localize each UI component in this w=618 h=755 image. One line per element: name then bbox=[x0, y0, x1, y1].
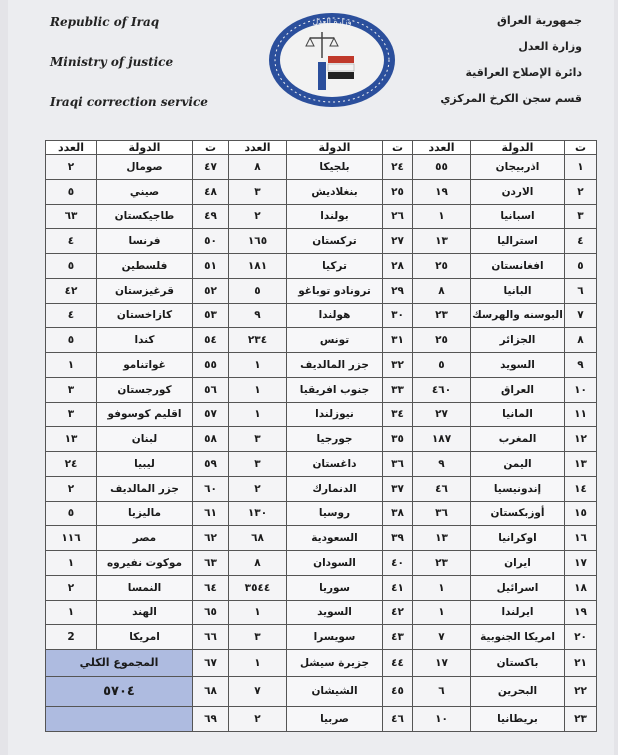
country-name: نيوزلندا bbox=[287, 402, 383, 427]
row-number: ٢٨ bbox=[383, 254, 413, 279]
row-number: ٩ bbox=[565, 353, 597, 378]
row-number: ٤٣ bbox=[383, 625, 413, 650]
row-number: ٦٧ bbox=[193, 650, 229, 677]
country-name: صربيا bbox=[287, 707, 383, 732]
country-name: البحرين bbox=[471, 676, 565, 706]
count-value: ٢ bbox=[46, 575, 97, 600]
row-number: ١٩ bbox=[565, 600, 597, 625]
country-name: بولندا bbox=[287, 204, 383, 229]
country-name: جزر المالديف bbox=[287, 353, 383, 378]
country-name: بلجيكا bbox=[287, 155, 383, 180]
country-name: تونس bbox=[287, 328, 383, 353]
row-number: ٦٦ bbox=[193, 625, 229, 650]
row-number: ٥٤ bbox=[193, 328, 229, 353]
count-value: ٧ bbox=[229, 676, 287, 706]
country-name: المغرب bbox=[471, 427, 565, 452]
table-row bbox=[46, 402, 597, 427]
row-number: ٢٧ bbox=[383, 229, 413, 254]
table-row bbox=[46, 650, 597, 677]
country-name: تركستان bbox=[287, 229, 383, 254]
row-number: ٣٨ bbox=[383, 501, 413, 526]
country-name: اسرائيل bbox=[471, 575, 565, 600]
table-row bbox=[46, 303, 597, 328]
ministry-seal-icon bbox=[266, 10, 398, 110]
row-number: ٣٥ bbox=[383, 427, 413, 452]
row-number: ٣٢ bbox=[383, 353, 413, 378]
count-value: ١٨٧ bbox=[413, 427, 471, 452]
count-value: ٦٨ bbox=[229, 526, 287, 551]
table-header-row bbox=[46, 141, 597, 155]
row-number: ٦٨ bbox=[193, 676, 229, 706]
count-value: ٦ bbox=[413, 676, 471, 706]
header-count: العدد bbox=[46, 141, 97, 155]
count-value: ٣٥٤٤ bbox=[229, 575, 287, 600]
row-number: ٤١ bbox=[383, 575, 413, 600]
table-row bbox=[46, 676, 597, 706]
country-name: لبنان bbox=[97, 427, 193, 452]
row-number: ٦٠ bbox=[193, 476, 229, 501]
count-value: ٣ bbox=[46, 402, 97, 427]
table-row bbox=[46, 204, 597, 229]
count-value: ١ bbox=[413, 600, 471, 625]
row-number: ٣٤ bbox=[383, 402, 413, 427]
header-no: ت bbox=[383, 141, 413, 155]
country-name: الدنمارك bbox=[287, 476, 383, 501]
row-number: ٢٩ bbox=[383, 278, 413, 303]
country-name: موكوت نفيروه bbox=[97, 551, 193, 576]
count-value: ١٠ bbox=[413, 707, 471, 732]
header-right bbox=[402, 8, 582, 112]
header-count: العدد bbox=[229, 141, 287, 155]
row-number: ٢٥ bbox=[383, 179, 413, 204]
row-number: ٢٦ bbox=[383, 204, 413, 229]
table-row bbox=[46, 501, 597, 526]
country-name: سويسرا bbox=[287, 625, 383, 650]
row-number: ٢١ bbox=[565, 650, 597, 677]
country-name: داغستان bbox=[287, 452, 383, 477]
country-name: اذربيجان bbox=[471, 155, 565, 180]
count-value: ٣٦ bbox=[413, 501, 471, 526]
row-number: ٥٧ bbox=[193, 402, 229, 427]
country-name: كندا bbox=[97, 328, 193, 353]
count-value: ١٣ bbox=[413, 229, 471, 254]
row-number: ١٥ bbox=[565, 501, 597, 526]
count-value: ٢٣ bbox=[413, 303, 471, 328]
row-number: ٢٠ bbox=[565, 625, 597, 650]
count-value: ٢٣ bbox=[413, 551, 471, 576]
table-row bbox=[46, 707, 597, 732]
row-number: ١٦ bbox=[565, 526, 597, 551]
count-value: ٦٣ bbox=[46, 204, 97, 229]
row-number: ٢ bbox=[565, 179, 597, 204]
country-name: سوريا bbox=[287, 575, 383, 600]
country-name: امريكا bbox=[97, 625, 193, 650]
header-count: العدد bbox=[413, 141, 471, 155]
row-number: ١٣ bbox=[565, 452, 597, 477]
country-name: فلسطين bbox=[97, 254, 193, 279]
count-value: ٢٣٤ bbox=[229, 328, 287, 353]
country-name: الهند bbox=[97, 600, 193, 625]
count-value: ١٣ bbox=[46, 427, 97, 452]
row-number: ٥٢ bbox=[193, 278, 229, 303]
row-number: ٥٦ bbox=[193, 377, 229, 402]
row-number: ٦٢ bbox=[193, 526, 229, 551]
country-name: طاجيكستان bbox=[97, 204, 193, 229]
total-label: المجموع الكلي bbox=[46, 650, 193, 677]
count-value: ٨ bbox=[413, 278, 471, 303]
country-name: إندونيسيا bbox=[471, 476, 565, 501]
header-no: ت bbox=[565, 141, 597, 155]
count-value: ٥ bbox=[46, 179, 97, 204]
count-value: ٥٥ bbox=[413, 155, 471, 180]
header-country: الدولة bbox=[471, 141, 565, 155]
count-value: ٤٦٠ bbox=[413, 377, 471, 402]
header-right-line-2: وزارة العدل bbox=[518, 40, 582, 53]
seal-text: وزارة العدل bbox=[312, 17, 352, 26]
table-row bbox=[46, 625, 597, 650]
count-value: ٤ bbox=[46, 303, 97, 328]
countries-table bbox=[45, 140, 597, 732]
table-row bbox=[46, 600, 597, 625]
row-number: ٨ bbox=[565, 328, 597, 353]
table-row bbox=[46, 353, 597, 378]
country-name: أوزبكستان bbox=[471, 501, 565, 526]
country-name: البانيا bbox=[471, 278, 565, 303]
country-name: اسبانيا bbox=[471, 204, 565, 229]
row-number: ١ bbox=[565, 155, 597, 180]
table-row bbox=[46, 229, 597, 254]
row-number: ٤ bbox=[565, 229, 597, 254]
country-name: جورجيا bbox=[287, 427, 383, 452]
table-row bbox=[46, 476, 597, 501]
country-name: تركيا bbox=[287, 254, 383, 279]
header-right-line-3: دائرة الإصلاح العراقية bbox=[465, 66, 582, 79]
count-value: ٥ bbox=[46, 501, 97, 526]
table-row bbox=[46, 427, 597, 452]
country-name: استراليا bbox=[471, 229, 565, 254]
row-number: ٤٨ bbox=[193, 179, 229, 204]
country-name: اقليم كوسوفو bbox=[97, 402, 193, 427]
row-number: ٤٩ bbox=[193, 204, 229, 229]
table-row bbox=[46, 551, 597, 576]
count-value: ١ bbox=[229, 600, 287, 625]
row-number: ٥٩ bbox=[193, 452, 229, 477]
country-name: ماليزيا bbox=[97, 501, 193, 526]
table-row bbox=[46, 155, 597, 180]
count-value: ١٣٠ bbox=[229, 501, 287, 526]
count-value: ٨ bbox=[229, 551, 287, 576]
country-name: ايرلندا bbox=[471, 600, 565, 625]
row-number: ٢٢ bbox=[565, 676, 597, 706]
country-name: كازاخستان bbox=[97, 303, 193, 328]
header-right-line-4: قسم سجن الكرخ المركزي bbox=[440, 92, 582, 105]
row-number: ٥٨ bbox=[193, 427, 229, 452]
count-value: ٢٥ bbox=[413, 254, 471, 279]
row-number: ٢٤ bbox=[383, 155, 413, 180]
count-value: ٣ bbox=[229, 427, 287, 452]
count-value: ٢ bbox=[46, 155, 97, 180]
country-name: صيني bbox=[97, 179, 193, 204]
row-number: ١٨ bbox=[565, 575, 597, 600]
table-row bbox=[46, 575, 597, 600]
row-number: ٤٢ bbox=[383, 600, 413, 625]
row-number: ١٧ bbox=[565, 551, 597, 576]
row-number: ٣١ bbox=[383, 328, 413, 353]
country-name: اليمن bbox=[471, 452, 565, 477]
row-number: ١٠ bbox=[565, 377, 597, 402]
document-page bbox=[8, 0, 614, 755]
count-value: ١ bbox=[229, 650, 287, 677]
header-no: ت bbox=[193, 141, 229, 155]
country-name: روسيا bbox=[287, 501, 383, 526]
row-number: ٦٣ bbox=[193, 551, 229, 576]
count-value: ١٩ bbox=[413, 179, 471, 204]
count-value: ١ bbox=[413, 204, 471, 229]
total-value: ٥٧٠٤ bbox=[46, 676, 193, 706]
row-number: ٣٣ bbox=[383, 377, 413, 402]
country-name: بنغلاديش bbox=[287, 179, 383, 204]
country-name: كورجستان bbox=[97, 377, 193, 402]
count-value: ٥ bbox=[229, 278, 287, 303]
count-value: ٩ bbox=[413, 452, 471, 477]
total-filler bbox=[46, 707, 193, 732]
count-value: ٢ bbox=[46, 476, 97, 501]
row-number: ٣٧ bbox=[383, 476, 413, 501]
header-country: الدولة bbox=[287, 141, 383, 155]
country-name: ترونادو توباغو bbox=[287, 278, 383, 303]
count-value: ١٨١ bbox=[229, 254, 287, 279]
count-value: ١ bbox=[46, 353, 97, 378]
row-number: ٦٩ bbox=[193, 707, 229, 732]
count-value: ٤٢ bbox=[46, 278, 97, 303]
count-value: ١٦٥ bbox=[229, 229, 287, 254]
country-name: العراق bbox=[471, 377, 565, 402]
count-value: ٢٥ bbox=[413, 328, 471, 353]
country-name: قرغيزستان bbox=[97, 278, 193, 303]
row-number: ٢٣ bbox=[565, 707, 597, 732]
row-number: ٣٩ bbox=[383, 526, 413, 551]
country-name: امريكا الجنوبية bbox=[471, 625, 565, 650]
count-value: ١ bbox=[229, 377, 287, 402]
country-name: غواتنامو bbox=[97, 353, 193, 378]
count-value: ١١٦ bbox=[46, 526, 97, 551]
row-number: ٦ bbox=[565, 278, 597, 303]
country-name: فرنسا bbox=[97, 229, 193, 254]
row-number: ٤٠ bbox=[383, 551, 413, 576]
count-value: ٣ bbox=[46, 377, 97, 402]
row-number: ٣٠ bbox=[383, 303, 413, 328]
header-left-line-1: Republic of Iraq bbox=[50, 15, 160, 29]
table-row bbox=[46, 179, 597, 204]
row-number: ٤٥ bbox=[383, 676, 413, 706]
count-value: ٥ bbox=[46, 328, 97, 353]
row-number: ١٤ bbox=[565, 476, 597, 501]
count-value: ١ bbox=[229, 402, 287, 427]
count-value: ١ bbox=[46, 551, 97, 576]
row-number: ٤٤ bbox=[383, 650, 413, 677]
country-name: السعودية bbox=[287, 526, 383, 551]
row-number: ٦٥ bbox=[193, 600, 229, 625]
country-name: الجزائر bbox=[471, 328, 565, 353]
country-name: السودان bbox=[287, 551, 383, 576]
row-number: ٧ bbox=[565, 303, 597, 328]
count-value: ٤ bbox=[46, 229, 97, 254]
country-name: جزيرة سيشل bbox=[287, 650, 383, 677]
row-number: ٤٦ bbox=[383, 707, 413, 732]
table-body bbox=[46, 155, 597, 732]
row-number: ٦١ bbox=[193, 501, 229, 526]
country-name: السويد bbox=[471, 353, 565, 378]
country-name: مصر bbox=[97, 526, 193, 551]
count-value: ١ bbox=[46, 600, 97, 625]
count-value: 2 bbox=[46, 625, 97, 650]
count-value: ٣ bbox=[229, 625, 287, 650]
header-right-line-1: جمهورية العراق bbox=[497, 14, 582, 27]
count-value: ٢ bbox=[229, 476, 287, 501]
country-name: جنوب افريقيا bbox=[287, 377, 383, 402]
header-left-line-2: Ministry of justice bbox=[50, 55, 174, 69]
row-number: ٦٤ bbox=[193, 575, 229, 600]
country-name: افغانستان bbox=[471, 254, 565, 279]
count-value: ١ bbox=[229, 353, 287, 378]
country-name: السويد bbox=[287, 600, 383, 625]
header-left-line-3: Iraqi correction service bbox=[50, 95, 208, 109]
count-value: ٣ bbox=[229, 452, 287, 477]
header-country: الدولة bbox=[97, 141, 193, 155]
table-row bbox=[46, 328, 597, 353]
table-row bbox=[46, 452, 597, 477]
country-name: بريطانيا bbox=[471, 707, 565, 732]
count-value: ١٣ bbox=[413, 526, 471, 551]
count-value: ٩ bbox=[229, 303, 287, 328]
country-name: ايران bbox=[471, 551, 565, 576]
count-value: ٣ bbox=[229, 179, 287, 204]
count-value: ٧ bbox=[413, 625, 471, 650]
country-name: باكستان bbox=[471, 650, 565, 677]
country-name: صومال bbox=[97, 155, 193, 180]
country-name: البوسنه والهرسك bbox=[471, 303, 565, 328]
count-value: ٨ bbox=[229, 155, 287, 180]
table-row bbox=[46, 526, 597, 551]
country-name: الشيشان bbox=[287, 676, 383, 706]
country-name: هولندا bbox=[287, 303, 383, 328]
row-number: ٥١ bbox=[193, 254, 229, 279]
count-value: ٥ bbox=[46, 254, 97, 279]
count-value: ٤٦ bbox=[413, 476, 471, 501]
row-number: ٣ bbox=[565, 204, 597, 229]
country-name: الاردن bbox=[471, 179, 565, 204]
row-number: ٥٣ bbox=[193, 303, 229, 328]
count-value: ٢٧ bbox=[413, 402, 471, 427]
count-value: ٢٤ bbox=[46, 452, 97, 477]
row-number: ٥٥ bbox=[193, 353, 229, 378]
row-number: ٣٦ bbox=[383, 452, 413, 477]
row-number: ١١ bbox=[565, 402, 597, 427]
count-value: ٥ bbox=[413, 353, 471, 378]
row-number: ١٢ bbox=[565, 427, 597, 452]
header-left bbox=[50, 12, 250, 132]
row-number: ٥ bbox=[565, 254, 597, 279]
row-number: ٤٧ bbox=[193, 155, 229, 180]
count-value: ٢ bbox=[229, 707, 287, 732]
count-value: ١ bbox=[413, 575, 471, 600]
count-value: ١٧ bbox=[413, 650, 471, 677]
table-row bbox=[46, 254, 597, 279]
count-value: ٢ bbox=[229, 204, 287, 229]
country-name: ليبيا bbox=[97, 452, 193, 477]
country-name: المانيا bbox=[471, 402, 565, 427]
country-name: اوكرانيا bbox=[471, 526, 565, 551]
country-name: جزر المالديف bbox=[97, 476, 193, 501]
table-row bbox=[46, 278, 597, 303]
country-name: النمسا bbox=[97, 575, 193, 600]
table-row bbox=[46, 377, 597, 402]
row-number: ٥٠ bbox=[193, 229, 229, 254]
